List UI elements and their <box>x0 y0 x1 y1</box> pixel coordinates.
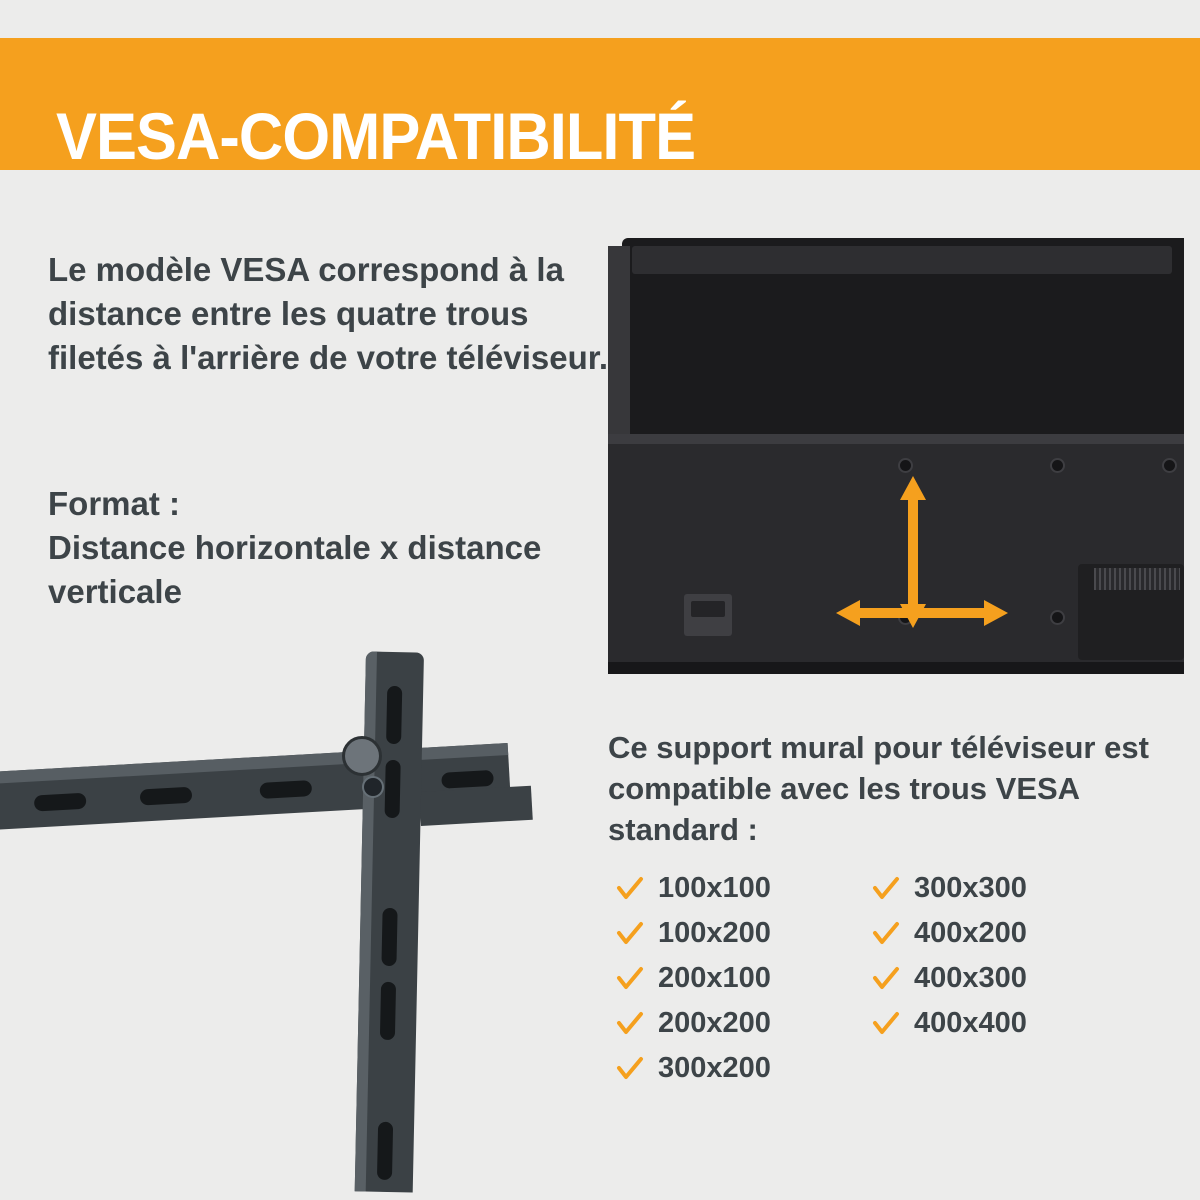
bracket-bolt <box>362 776 384 798</box>
format-description: Distance horizontale x distance verticale <box>48 528 542 610</box>
check-icon <box>616 875 644 903</box>
vesa-size-label: 300x200 <box>658 1052 771 1084</box>
header-bar <box>0 38 1200 173</box>
check-icon <box>616 920 644 948</box>
tv-vent-grille <box>1094 568 1180 590</box>
tv-bottom-bevel <box>608 662 1184 674</box>
check-icon <box>616 1055 644 1083</box>
list-item <box>616 956 872 1001</box>
vesa-size-label: 100x200 <box>658 917 771 949</box>
bracket-arm-slot <box>377 1122 393 1180</box>
list-item <box>616 1001 872 1046</box>
vesa-size-list <box>616 866 1176 1091</box>
check-icon <box>872 875 900 903</box>
check-icon <box>616 965 644 993</box>
intro-paragraph: Le modèle VESA correspond à la distance entre les quatre trous filetés à l'arrière de votre téléviseur. <box>48 251 608 376</box>
bracket-arm-slot <box>380 982 396 1040</box>
check-icon <box>872 920 900 948</box>
page-title: VESA-COMPATIBILITÉ <box>56 99 696 173</box>
bracket-rail-slot <box>140 787 193 806</box>
bracket-rail-slot <box>34 793 87 812</box>
list-item <box>872 866 1128 911</box>
check-icon <box>616 1010 644 1038</box>
tv-connector-block <box>684 594 732 636</box>
vesa-size-label: 400x200 <box>914 917 1027 949</box>
vesa-screw-hole <box>1052 460 1063 471</box>
bracket-vertical-arm <box>355 651 424 1192</box>
vesa-size-label: 400x400 <box>914 1007 1027 1039</box>
list-item <box>616 1046 872 1091</box>
vesa-size-column <box>872 866 1128 1091</box>
bracket-arm-slot <box>385 760 401 818</box>
horizontal-distance-arrow <box>836 600 1008 626</box>
wall-mount-bracket-illustration <box>0 640 530 1200</box>
list-item <box>872 956 1128 1001</box>
vesa-screw-hole <box>1164 460 1175 471</box>
format-label: Format : <box>48 485 180 522</box>
list-item <box>616 911 872 956</box>
list-item <box>616 866 872 911</box>
tv-upper-highlight <box>632 246 1172 274</box>
check-icon <box>872 1010 900 1038</box>
vesa-size-label: 100x100 <box>658 872 771 904</box>
vesa-size-label: 400x300 <box>914 962 1027 994</box>
tv-rear-view-illustration <box>608 238 1184 690</box>
bracket-pivot-screw <box>342 736 382 776</box>
bracket-rail-slot <box>259 780 312 799</box>
check-icon <box>872 965 900 993</box>
bracket-rail-slot <box>441 770 494 789</box>
vesa-screw-hole <box>900 460 911 471</box>
bracket-side-tab <box>419 786 533 826</box>
bracket-arm-highlight <box>355 651 377 1191</box>
bracket-rail-highlight <box>0 743 508 784</box>
list-item <box>872 1001 1128 1046</box>
bracket-arm-slot <box>386 686 402 744</box>
vesa-screw-hole <box>1052 612 1063 623</box>
tv-housing-lip <box>608 434 1184 444</box>
list-item <box>872 911 1128 956</box>
vesa-size-label: 300x300 <box>914 872 1027 904</box>
vesa-size-label: 200x100 <box>658 962 771 994</box>
compatibility-heading: Ce support mural pour téléviseur est compatible avec les trous VESA standard : <box>608 730 1149 847</box>
vesa-size-label: 200x200 <box>658 1007 771 1039</box>
tv-left-edge <box>608 246 630 434</box>
format-block <box>48 482 608 614</box>
bracket-arm-slot <box>381 908 397 966</box>
vesa-size-column <box>616 866 872 1091</box>
